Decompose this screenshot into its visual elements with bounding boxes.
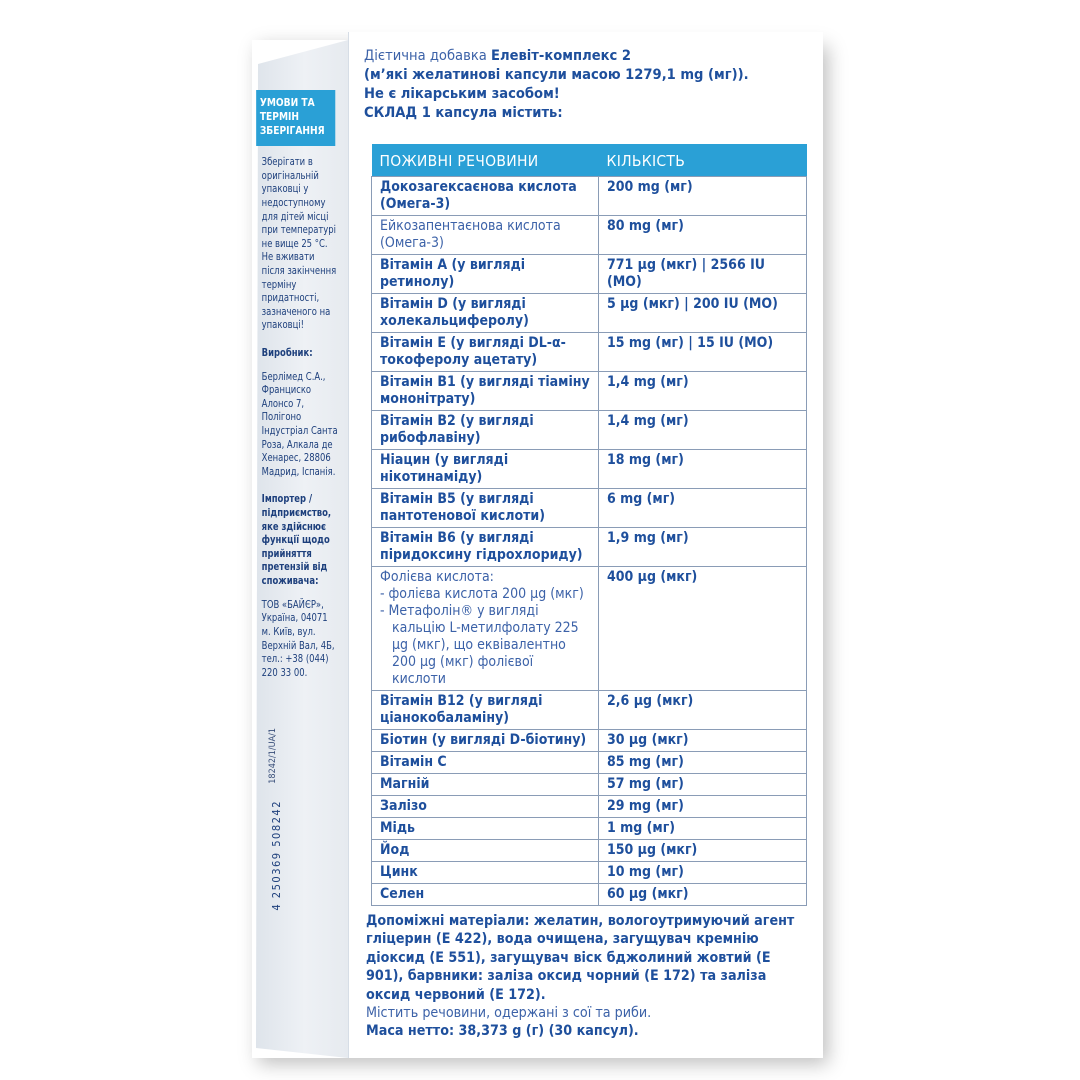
- package-footer: [366, 912, 812, 1041]
- table-row: Вітамін В5 (у вигляді пантотенової кислоти) 6 mg (мг): [372, 489, 807, 528]
- table-row: Вітамін В1 (у вигляді тіаміну мононітрату) 1,4 mg (мг): [372, 372, 807, 411]
- table-row: Магній 57 mg (мг): [372, 774, 807, 796]
- table-row: Вітамін В6 (у вигляді піридоксину гідрохлориду) 1,9 mg (мг): [372, 528, 807, 567]
- list-item: - Метафолін® у вигляді кальцію L-метилфолату 225 µg (мкг), що еквівалентно 200 µg (мкг) фолієвої кислоти: [380, 603, 579, 687]
- table-row: Йод 150 µg (мкг): [372, 840, 807, 862]
- table-row: Вітамін В2 (у вигляді рибофлавіну) 1,4 mg (мг): [372, 411, 807, 450]
- not-medicine-notice: Не є лікарським засобом!: [364, 85, 560, 102]
- table-row: Вітамін С 85 mg (мг): [372, 752, 807, 774]
- product-type: Дієтична добавка: [364, 47, 491, 64]
- table-row: Цинк 10 mg (мг): [372, 862, 807, 884]
- table-row: Ейкозапентаєнова кислота (Омега-3) 80 mg (мг): [372, 216, 807, 255]
- table-row: Вітамін А (у вигляді ретинолу) 771 µg (мкг) | 2566 IU (МО): [372, 255, 807, 294]
- folic-acid-list: [380, 586, 590, 688]
- folic-acid-title: Фолієва кислота:: [380, 569, 494, 585]
- importer-text: ТОВ «БАЙЄР», Україна, 04071 м. Київ, вул. Верхній Вал, 4Б, тел.: +38 (044) 220 33 00.: [261, 599, 335, 679]
- manufacturer-label: Виробник:: [261, 347, 313, 359]
- table-row: Фолієва кислота: - фолієва кислота 200 µg (мкг) - Метафолін® у вигляді кальцію L-метилфолату 225 µg (мкг), що еквівалентно 200 µg (мкг) фолієвої кислоти 400 µg (мкг): [372, 567, 807, 691]
- side-panel-text: [258, 90, 339, 691]
- table-row: Вітамін В12 (у вигляді ціанокобаламіну) 2,6 µg (мкг): [372, 691, 807, 730]
- soy-fish-notice: Містить речовини, одержані з сої та риби.: [366, 1005, 652, 1022]
- table-row: Вітамін D (у вигляді холекальциферолу) 5 µg (мкг) | 200 IU (МО): [372, 294, 807, 333]
- table-row: Залізо 29 mg (мг): [372, 796, 807, 818]
- table-row: Мідь 1 mg (мг): [372, 818, 807, 840]
- importer-label: Імпортер / підприємство, яке здійснює функції щодо прийняття претензій від споживача:: [261, 494, 332, 587]
- product-name: Елевіт-комплекс 2: [490, 47, 632, 64]
- capsule-description: (м’які желатинові капсули масою 1279,1 mg (мг)).: [364, 66, 749, 83]
- composition-label: СКЛАД: [364, 104, 418, 121]
- excipients-text: Допоміжні матеріали: желатин, вологоутримуючий агент гліцерин (Е 422), вода очищена, загущувач кремнію діоксид (Е 551), загущувач віск бджолиний жовтий (Е 901), барвники: заліза оксид чорний (Е 172) та заліза оксид червоний (Е 172).: [366, 913, 795, 1003]
- list-item: - фолієва кислота 200 µg (мкг): [380, 586, 584, 602]
- storage-header: УМОВИ ТА ТЕРМІН ЗБЕРІГАННЯ: [256, 90, 335, 146]
- net-mass: Маса нетто: 38,373 g (г) (30 капсул).: [366, 1023, 639, 1040]
- capsule-contains: 1 капсула містить:: [417, 104, 563, 121]
- barcode-number: 4 250369 508242: [270, 800, 283, 911]
- table-row: Біотин (у вигляді D-біотину) 30 µg (мкг): [372, 730, 807, 752]
- amount-header: КІЛЬКІСТЬ: [599, 144, 807, 177]
- table-row: Докозагексаєнова кислота (Омега-3) 200 mg (мг): [372, 177, 807, 216]
- nutrients-header: ПОЖИВНІ РЕЧОВИНИ: [372, 144, 599, 177]
- table-row: Селен 60 µg (мкг): [372, 884, 807, 906]
- product-intro: [364, 46, 814, 122]
- table-row: Ніацин (у вигляді нікотинаміду) 18 mg (мг): [372, 450, 807, 489]
- composition-table: [371, 144, 807, 906]
- storage-text: Зберігати в оригінальній упаковці у недоступному для дітей місці при температурі не вище 25 °С. Не вживати після закінчення терміну придатності, зазначеного на упаковці!: [261, 157, 337, 332]
- manufacturer-text: Берлімед С.А., Франциско Алонсо 7, Полігоно Індустріал Санта Роза, Алкала де Хенарес, 28806 Мадрид, Іспанія.: [261, 371, 338, 478]
- table-row: Вітамін Е (у вигляді DL-α-токоферолу ацетату) 15 mg (мг) | 15 IU (МО): [372, 333, 807, 372]
- product-code: 18242/1/UA/1: [268, 728, 278, 784]
- table-header-row: [372, 144, 807, 177]
